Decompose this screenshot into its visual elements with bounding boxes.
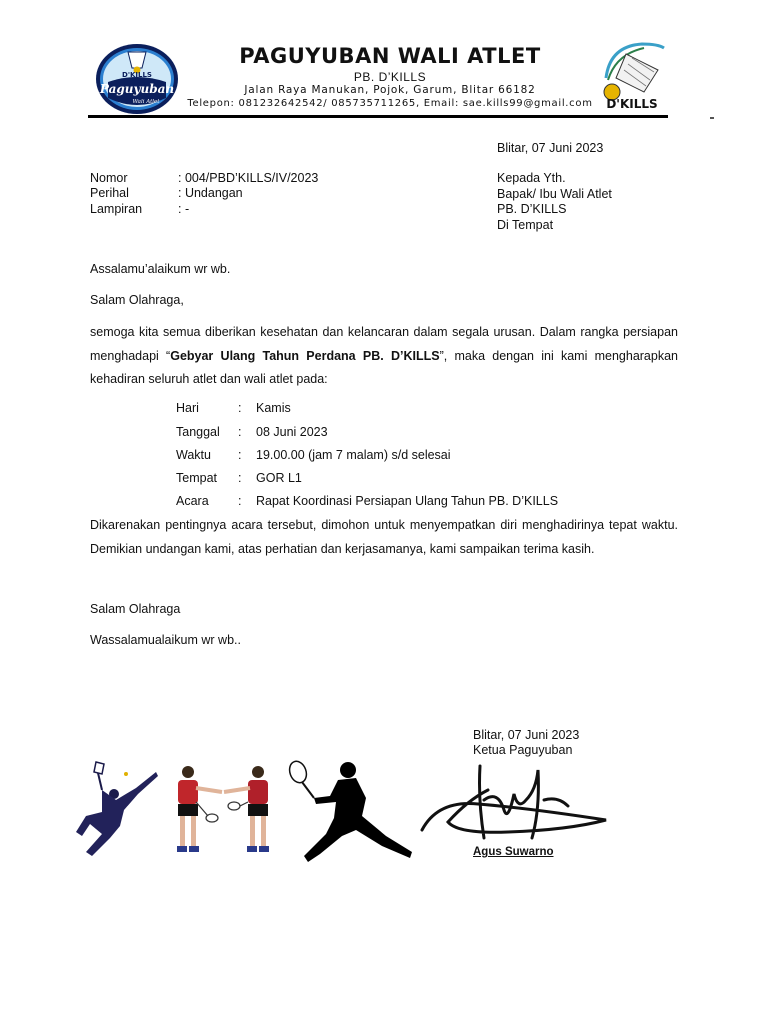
logo-left-line2: Paguyuban	[99, 82, 175, 96]
two-players-handshake-icon	[168, 762, 278, 860]
closing-paragraph: Dikarenakan pentingnya acara tersebut, dimohon untuk menyempatkan diri menghadirinya tepat waktu. Demikian undangan kami, atas perhatian dan kerjasamanya, kami sampaikan terima kasih.	[90, 518, 678, 556]
logo-right-text: D'KILLS	[606, 97, 658, 111]
greeting-salam: Assalamu’alaikum wr wb.	[90, 262, 231, 276]
detail-label: Tanggal	[176, 425, 220, 439]
meta-label-lampiran: Lampiran	[90, 202, 143, 216]
detail-value: 19.00.00 (jam 7 malam) s/d selesai	[256, 448, 451, 462]
greeting-olahraga: Salam Olahraga,	[90, 293, 184, 307]
body-paragraph	[90, 321, 678, 392]
detail-label: Waktu	[176, 448, 211, 462]
sign-date: Blitar, 07 Juni 2023	[473, 728, 580, 742]
detail-sep: :	[238, 448, 242, 462]
org-contact: Telepon: 081232642542/ 085735711265, Email: sae.kills99@gmail.com	[187, 98, 593, 109]
detail-value: 08 Juni 2023	[256, 425, 328, 439]
detail-sep: :	[238, 401, 242, 415]
detail-value: Rapat Koordinasi Persiapan Ulang Tahun PB. D’KILLS	[256, 494, 559, 508]
org-address: Jalan Raya Manukan, Pojok, Garum, Blitar 66182	[244, 84, 536, 96]
body-text-post: ”, maka dengan ini kami mengharapkan kehadiran seluruh atlet dan wali atlet pada:	[90, 348, 678, 386]
header-divider-mark	[710, 117, 714, 119]
detail-sep: :	[238, 471, 242, 485]
recipient-line: Di Tempat	[497, 217, 554, 232]
meta-value-lampiran: : -	[178, 202, 190, 216]
letter-date: Blitar, 07 Juni 2023	[497, 141, 604, 155]
recipient-line: PB. D’KILLS	[497, 202, 567, 216]
recipient-line: Bapak/ Ibu Wali Atlet	[497, 186, 612, 201]
logo-left-line3: Wali Atlet	[132, 99, 160, 105]
signature-icon	[418, 760, 610, 846]
event-name: Gebyar Ulang Tahun Perdana PB. D’KILLS	[170, 348, 440, 363]
recipient-block	[497, 171, 612, 233]
detail-label: Acara	[176, 494, 209, 508]
detail-label: Tempat	[176, 471, 217, 485]
body-text-pre: semoga kita semua diberikan kesehatan dan kelancaran dalam segala urusan. Dalam rangka persiapan menghadapi “	[90, 325, 678, 363]
org-subtitle: PB. D’KILLS	[353, 70, 427, 84]
meta-value-perihal: : Undangan	[178, 186, 243, 200]
meta-label-perihal: Perihal	[90, 186, 129, 200]
signer-name: Agus Suwarno	[473, 846, 554, 858]
org-title: PAGUYUBAN WALI ATLET	[239, 44, 541, 68]
detail-value: GOR L1	[256, 471, 302, 485]
detail-value: Kamis	[256, 401, 291, 415]
detail-label: Hari	[176, 401, 199, 415]
signature-block	[473, 728, 579, 758]
meta-label-nomor: Nomor	[90, 171, 128, 185]
detail-sep: :	[238, 494, 242, 508]
logo-left-line1: D'KILLS	[122, 71, 152, 79]
meta-value-nomor: : 004/PBD’KILLS/IV/2023	[178, 171, 319, 185]
lunging-player-silhouette-icon	[286, 758, 416, 866]
sign-role: Ketua Paguyuban	[473, 743, 573, 757]
jumping-badminton-player-icon	[72, 760, 162, 860]
recipient-line: Kepada Yth.	[497, 171, 566, 185]
closing-wassalam: Wassalamualaikum wr wb..	[90, 633, 241, 647]
detail-sep: :	[238, 425, 242, 439]
header-divider	[88, 115, 668, 118]
closing-salam: Salam Olahraga	[90, 602, 181, 616]
